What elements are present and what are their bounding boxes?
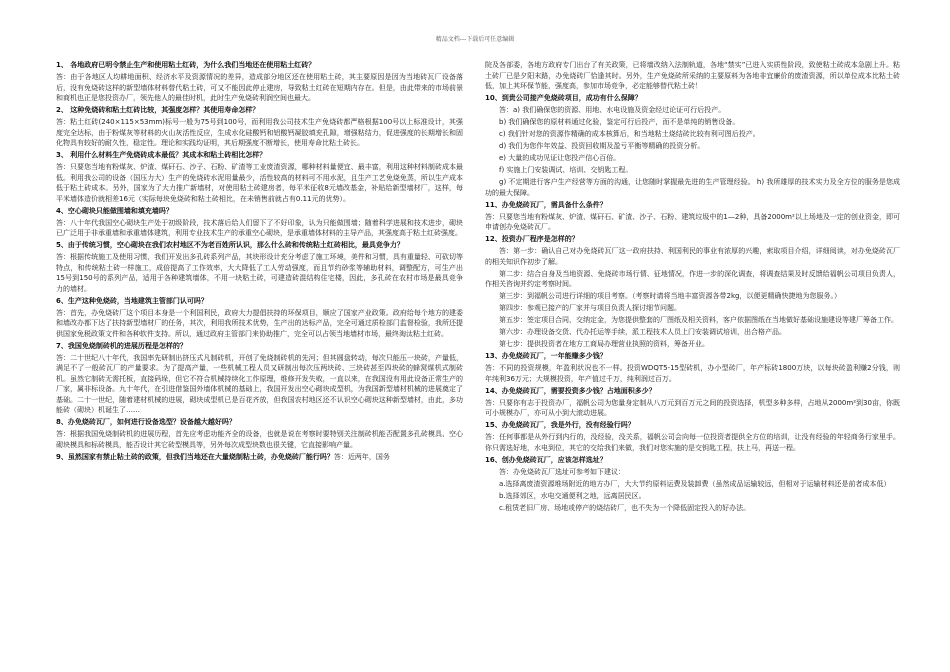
answer-paragraph: c) 我们针对您的资源作精确的成本核算后，和当地粘土烧结砖比较有利可图后投产。 — [499, 130, 760, 138]
question-heading: 15、办免烧砖瓦厂，我是外行，没有经验行吗？ — [485, 421, 635, 429]
question-paragraph — [56, 341, 463, 352]
question-paragraph — [56, 452, 463, 463]
question-heading: 16、创办免烧砖瓦厂，应该怎样选址？ — [485, 455, 607, 464]
page-header: 精品文档---下载后可任意编辑 — [435, 36, 515, 43]
question-heading: 7、我国免烧制砖机的进展历程是怎样的？ — [56, 341, 187, 350]
answer-paragraph: 答：只要你有志于投资办厂，福帆公司为您量身定制从八万元到百万元之间的投资选择，机型多种多样，占地从2000m²到30亩，你既可小规模办厂，亦可从小到大滚动进展。 — [485, 398, 900, 417]
answer-paragraph: 答：二十世纪八十年代，我国率先研制出挤压式凡制砖机，开创了免烧制砖机的先河；但其圆盘转动，每次只能压一块砖，产量低，满足不了一般砖瓦厂的产量要求。为了提高产量，一些机械工程人员又研制出每次压两块砖、三块砖甚至四块砖的蜂窝煤机式制砖机。虽然它制砖无需托板，直接码垛，但它不符合机械持续化工作原理，维修开发失败，一直以来，在我国没有用此设备正常生产的厂家，属非标设备。九十年代，在引进借鉴国外墙体机械的基础上，我国开发出空心砌块成型机，为我国新型墙材机械的进展奠定了基础。二十一世纪，随着建材机械的进展，砌块成型机已是百花齐放，但我国农村地区还不认识空心砌块这种新型墙材，由此，多功能砖（砌块）机诞生了…… — [56, 353, 463, 414]
left-column — [56, 60, 463, 464]
question-heading: 8、办免烧砖瓦厂，如何进行设备选型？设备越大越好吗？ — [56, 418, 236, 426]
question-heading: 10、到贵公司接产免烧砖项目，成功有什么保障？ — [485, 94, 642, 102]
answer-paragraph: 第四步：参观已接产的厂家并与项目负责人探讨细节问题。 — [499, 304, 681, 312]
answer-paragraph: d) 我们为您作年效益、投资回收期及盈亏平衡等精确的投资分析。 — [499, 142, 705, 150]
question-heading: 2、 这种免烧砖和粘土红砖比较，其强度怎样？其使用寿命怎样？ — [56, 106, 260, 114]
question-paragraph — [485, 420, 900, 431]
question-paragraph — [485, 234, 900, 245]
answer-paragraph: 答：不同的投资规模，年盈利状况也不一样。投资WDQT5-15型砖机，办小型砖厂，年产标砖1800万块，以每块砖盈利赚2分钱，则年纯利36万元；大规模投资，年产值过千万，纯利润过百万。 — [485, 364, 900, 383]
question-heading: 9、虽然国家有禁止粘土砖的政策，但我们当地还在大量烧制粘土砖，办免烧砖厂能行吗？ — [56, 452, 334, 461]
answer-paragraph: 答：a) 我们确保您的资源、用地、水电设施及资金经过论证可行后投产。 — [499, 106, 726, 114]
question-heading: 14、办免烧砖瓦厂，需要投资多少钱？占地面积多少？ — [485, 386, 656, 395]
question-paragraph — [485, 351, 900, 362]
answer-text: 答：近两年，国务 — [333, 452, 390, 461]
answer-paragraph: 答：根据我国免烧制砖机的进展历程，首先应考虑功能齐全的设备，也就是说在考察时要特别关注制砖机能否配置多孔砖模具、空心砌块模具和标砖模具，能否设计其它砖型模具等，另外每次成型块数也很关键，它直接影响产量。 — [56, 430, 463, 449]
question-heading: 13、办免烧砖瓦厂，一年能赚多少钱？ — [485, 352, 607, 360]
question-paragraph — [56, 150, 463, 161]
answer-paragraph: 答：只要您当地有粉煤灰、炉渣、煤矸石、矿渣、沙子、石粉、建筑垃圾中的1—2种，具备2000m²以上场地及一定的创业资金，即可申请创办免烧砖瓦厂。 — [485, 212, 900, 231]
answer-paragraph: 答：根据传统施工及使用习惯，我们开发出多孔砖系列产品，其块形设计充分考虑了施工环境，美件和习惯，具有重量轻、可砍切等特点，和传统粘土砖一样施工，成倍提高了工作效率，大大降低了工人劳动强度，而且节约砂浆等辅助材料，调整配方，可生产出15号到150号的系列产品，适用于各种建筑墙体，不用一块粘土砖，可建造砖混结构住宅楼，因此，多孔砖在农村市场是最具竞争力的墙材。 — [56, 253, 463, 293]
answer-paragraph: 第七步：提供投资者在地方工商局办理营业执照的资料，筹备开业。 — [499, 340, 709, 348]
answer-paragraph: f) 实施上门安装调试、培训、交钥匙工程。 — [499, 166, 633, 174]
question-paragraph — [56, 240, 463, 251]
answer-paragraph: 答：八十年代我国空心砌块生产处于初级阶段，技术落后给人们留下了不好印象，认为只能做围墙；随着科学进展和技术进步，砌块已广泛用于非承重墙和承重墙体建筑，利用专业技术生产的承重空心砌块，是承重墙体材料的主导产品，其强度高于粘土红砖强度。 — [56, 218, 463, 237]
answer-paragraph: 第五步：签定项目合同，交纳定金，为您提供整套的厂图纸及相关资料，客户依据图纸在当地做好基础设施建设等建厂筹备工作。 — [499, 316, 898, 324]
answer-paragraph: b.选择郊区，水电交通便利之地，远离居民区。 — [499, 491, 646, 500]
answer-paragraph: 答：第一步：确认自己对办免烧砖瓦厂这一政府扶持、利国利民的事业有浓厚的兴趣，索取项目介绍，详细阅读，对办免烧砖瓦厂的相关知识作初步了解。 — [485, 247, 900, 266]
answer-paragraph: 答：由于各地区人均耕地面积、经济水平及资源情况的差异，造成部分地区还在使用粘土砖，其主要原因是因为当地砖瓦厂设备落后，没有免烧砖这样的新型墙体材料替代粘土砖，可又不能因此停止建房，导致粘土红砖在短期内存在。但是，由此带来的市场前景和商机也正是您投资办厂，领先他人的最佳时机，此时生产免烧砖利润空间也最大。 — [56, 73, 463, 102]
question-paragraph — [485, 200, 900, 211]
question-paragraph — [485, 386, 900, 397]
answer-paragraph: 答：办免烧砖瓦厂选址可参考如下建议： — [499, 467, 625, 476]
answer-paragraph: 答：任何事都是从外行到内行的，没经验，没关系，福帆公司会向每一位投资者提供全方位的培训，让没有经验的年轻商务行家里手。你只需选好地，水电到位，其它的交给我们来做，我们对您实施的是交钥匙工程，扶上马，再送一程。 — [485, 433, 900, 452]
answer-paragraph: a.选择离废渣资源堆场附近的地方办厂，大大节约原料运费及装卸费（虽然成品运输较远，但相对于运输材料还是前者成本低） — [499, 479, 891, 488]
question-paragraph — [56, 60, 463, 71]
answer-paragraph: 答：只要您当地有粉煤灰、炉渣、煤矸石、沙子、石粉、矿渣等工业废渣资源，哪种材料量便宜、最丰富，利用这种材料制砖成本最低。利用我公司的设备（国压力大）生产的免烧砖水泥用量最少，活性较高的材料可不用水泥，且生产工艺免烧免蒸，所以生产成本低于粘土砖成本。另外，国家为了大力推广新墙材，对使用粘土砖建房者，每平米征收8元墙改基金，补贴给新型墙材厂，这样，每平米墙体造价就相差16元（实际每块免烧砖和粘土砖相比，在未销售前就占有0.11元的优势）。 — [56, 163, 463, 203]
question-paragraph — [56, 206, 463, 217]
question-paragraph — [485, 455, 900, 466]
answer-paragraph: 第二步：结合自身及当地资源、免烧砖市场行情、征地情况，作进一步的深化调查，将调查结果及时反馈给福帆公司项目负责人，作相关咨询并约定考察时间。 — [485, 269, 900, 288]
answer-paragraph: b) 我们确保您的原材料通过化验，鉴定可行后投产，而不是单纯的销售设备。 — [499, 118, 740, 126]
answer-paragraph: 第三步：到福帆公司进行详细的项目考察。（考察时请将当地丰富资源各带2kg，以便更精确快捷地为您服务。） — [499, 292, 841, 300]
question-heading: 11、办免烧砖瓦厂，需具备什么条件？ — [485, 200, 607, 209]
question-heading: 4、空心砌块只能做围墙和填充墙吗？ — [56, 206, 173, 215]
answer-paragraph: 院及各部委，各地方政府专门出台了有关政策，已将墙改纳入法制轨道，各地“禁实”已进入实质性阶段，致使粘土砖成本急剧上升。粘土砖厂已是夕阳末路，办免烧砖厂恰逢其时。另外，生产免烧砖所采纳的主要原料为各地非宜廉价的废渣资源，所以单位成本比粘土砖低，加上其环保节能，强度高，参加市场竞争，必定能够替代粘土砖！ — [485, 61, 900, 90]
question-heading: 3、 利用什么材料生产免烧砖成本最低？其成本和粘土砖相比怎样？ — [56, 151, 267, 159]
answer-paragraph: 第六步：办理设备交货、代办托运等手续，派工程技术人员上门安装调试培训，出合格产品。 — [499, 328, 786, 336]
answer-paragraph: e) 大量的成功见证让您投产信心百倍。 — [499, 154, 621, 162]
answer-paragraph: 答：首先，办免烧砖厂这个项目本身是一个利国利民，政府大力提倡扶持的环保项目，顺应了国家产业政策。政府给每个地方的建委和墙改办都下达了扶持新型墙材厂的任务，其次，利用我所技术优势，生产出的达标产品，完全可通过质检部门监督检验，我所还提供国家免税政策文件和各种软件支持。所以，通过政府主管部门来协助推广，完全可以占领当地墙材市场，最终淘汰粘土红砖。 — [56, 308, 463, 338]
question-paragraph — [56, 296, 463, 307]
question-heading: 5、由于传统习惯，空心砌块在我们农村地区不为老百姓所认识，那么什么砖和传统粘土红砖相比，最具竞争力？ — [56, 241, 404, 249]
question-heading: 12、投资办厂程序是怎样的？ — [485, 235, 579, 243]
question-heading: 6、生产这种免烧砖，当地建筑主管部门认可吗？ — [56, 296, 208, 305]
question-paragraph — [485, 93, 900, 104]
question-heading: 1、 各地政府已明令禁止生产和使用粘土红砖，为什么我们当地还在使用粘土红砖？ — [56, 61, 316, 69]
answer-paragraph: c.租赁老旧厂房、场地或停产的烧结砖厂，也不失为一个降低固定投入的好办法。 — [499, 503, 751, 512]
question-paragraph — [56, 417, 463, 428]
question-paragraph — [56, 105, 463, 116]
right-column — [485, 60, 900, 515]
answer-paragraph: g) 不定期进行客户生产经营等方面的沟通，让您随时掌握最先进的生产管理经验。 h) 我所雄厚的技术实力及全方位的服务是您成功的最大保障。 — [485, 178, 900, 197]
answer-paragraph: 答：粘土红砖(240×115×53mm)标号一般为75号到100号，而利用我公司技术生产免烧砖都严格根据100号以上标准设计，其强度完全达标，由于粉煤灰等材料的火山灰活性反应，生成水化硅酸钙和铝酸钙凝胶填充孔隙，增强粘结力，促进强度的长期增长和固化物具有较好的耐久性，稳定性。理论和实践均证明，其后期强度不断增长，使用寿命比粘土砖长。 — [56, 118, 463, 147]
